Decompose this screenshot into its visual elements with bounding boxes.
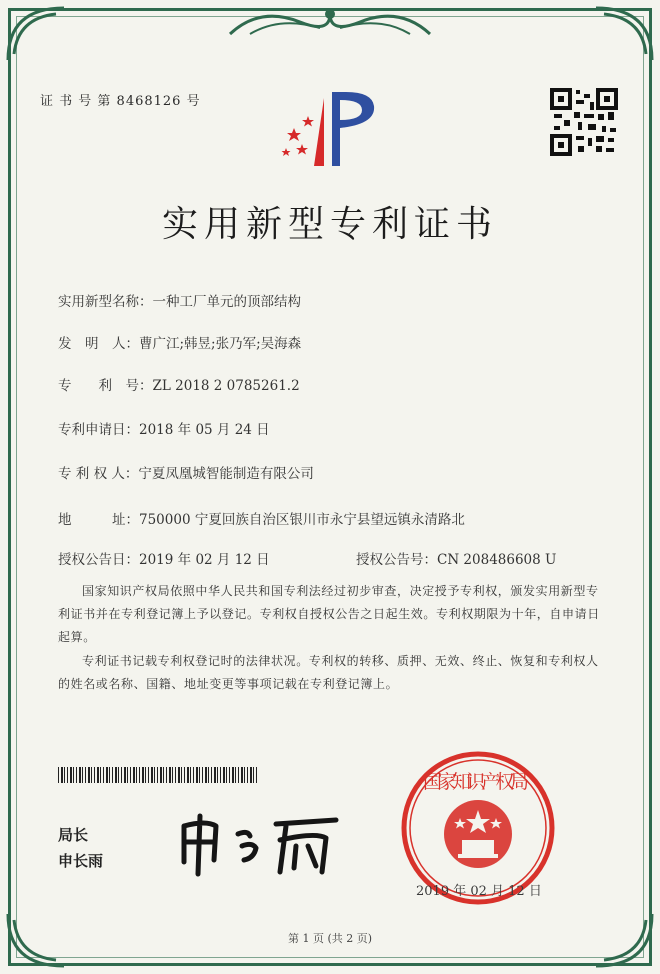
seal-date: 2019 年 02 月 12 日 <box>416 884 542 899</box>
field-utility-model-name <box>58 290 301 310</box>
director-signature <box>176 812 346 878</box>
field-value: 一种工厂单元的顶部结构 <box>152 294 301 310</box>
patent-office-logo <box>280 88 380 170</box>
director-title: 局长 <box>58 826 89 844</box>
field-value: ZL 2018 2 0785261.2 <box>152 378 300 394</box>
page-indicator: 第 1 页 (共 2 页) <box>287 932 373 945</box>
certificate-number <box>40 90 201 109</box>
barcode <box>58 767 258 783</box>
field-value: 宁夏凤凰城智能制造有限公司 <box>138 466 314 482</box>
corner-ornament-top-right <box>586 4 656 64</box>
certificate-title: 实用新型专利证书 <box>161 204 498 245</box>
field-label: 发 明 人： <box>58 336 139 352</box>
director-name: 申长雨 <box>58 852 104 870</box>
field-label: 授权公告号： <box>356 552 437 568</box>
certificate-number-suffix: 号 <box>186 94 201 109</box>
field-grant-number <box>356 548 556 568</box>
field-patentee <box>58 462 314 482</box>
field-value: CN 208486608 U <box>437 552 557 568</box>
field-value: 2019 年 02 月 12 日 <box>139 552 270 568</box>
body-paragraph-1-text: 国家知识产权局依照中华人民共和国专利法经过初步审查，决定授予专利权，颁发实用新型专利证书并在专利登记簿上予以登记。专利权自授权公告之日起生效。专利权期限为十年，自申请日起算。 <box>58 584 600 644</box>
field-address <box>58 508 465 528</box>
certificate-number-label: 证 书 号 第 <box>40 94 112 109</box>
field-value: 750000 宁夏回族自治区银川市永宁县望远镇永清路北 <box>139 512 465 528</box>
field-label: 实用新型名称： <box>58 294 153 310</box>
field-label: 授权公告日： <box>58 552 139 568</box>
field-label: 地 址： <box>58 512 139 528</box>
corner-ornament-top-left <box>4 4 74 64</box>
field-grant-date <box>58 548 270 568</box>
top-ornament <box>220 4 440 38</box>
certificate-number-value: 8468126 <box>116 94 182 109</box>
field-inventor <box>58 332 301 352</box>
body-paragraph-1 <box>58 580 606 649</box>
field-filing-date <box>58 418 270 438</box>
field-value: 曹广江;韩昱;张乃军;吴海森 <box>139 336 302 352</box>
seal-text: 国家知识产权局 <box>423 771 533 793</box>
qr-code <box>550 88 618 156</box>
field-patent-number <box>58 374 300 394</box>
field-label: 专 利 号： <box>58 378 153 394</box>
field-label: 专利申请日： <box>58 422 139 438</box>
field-label: 专 利 权 人： <box>58 466 139 482</box>
body-paragraph-2-text: 专利证书记载专利权登记时的法律状况。专利权的转移、质押、无效、终止、恢复和专利权人的姓名或名称、国籍、地址变更等事项记载在专利登记簿上。 <box>58 654 599 691</box>
body-paragraph-2 <box>58 650 606 696</box>
field-value: 2018 年 05 月 24 日 <box>139 422 270 438</box>
